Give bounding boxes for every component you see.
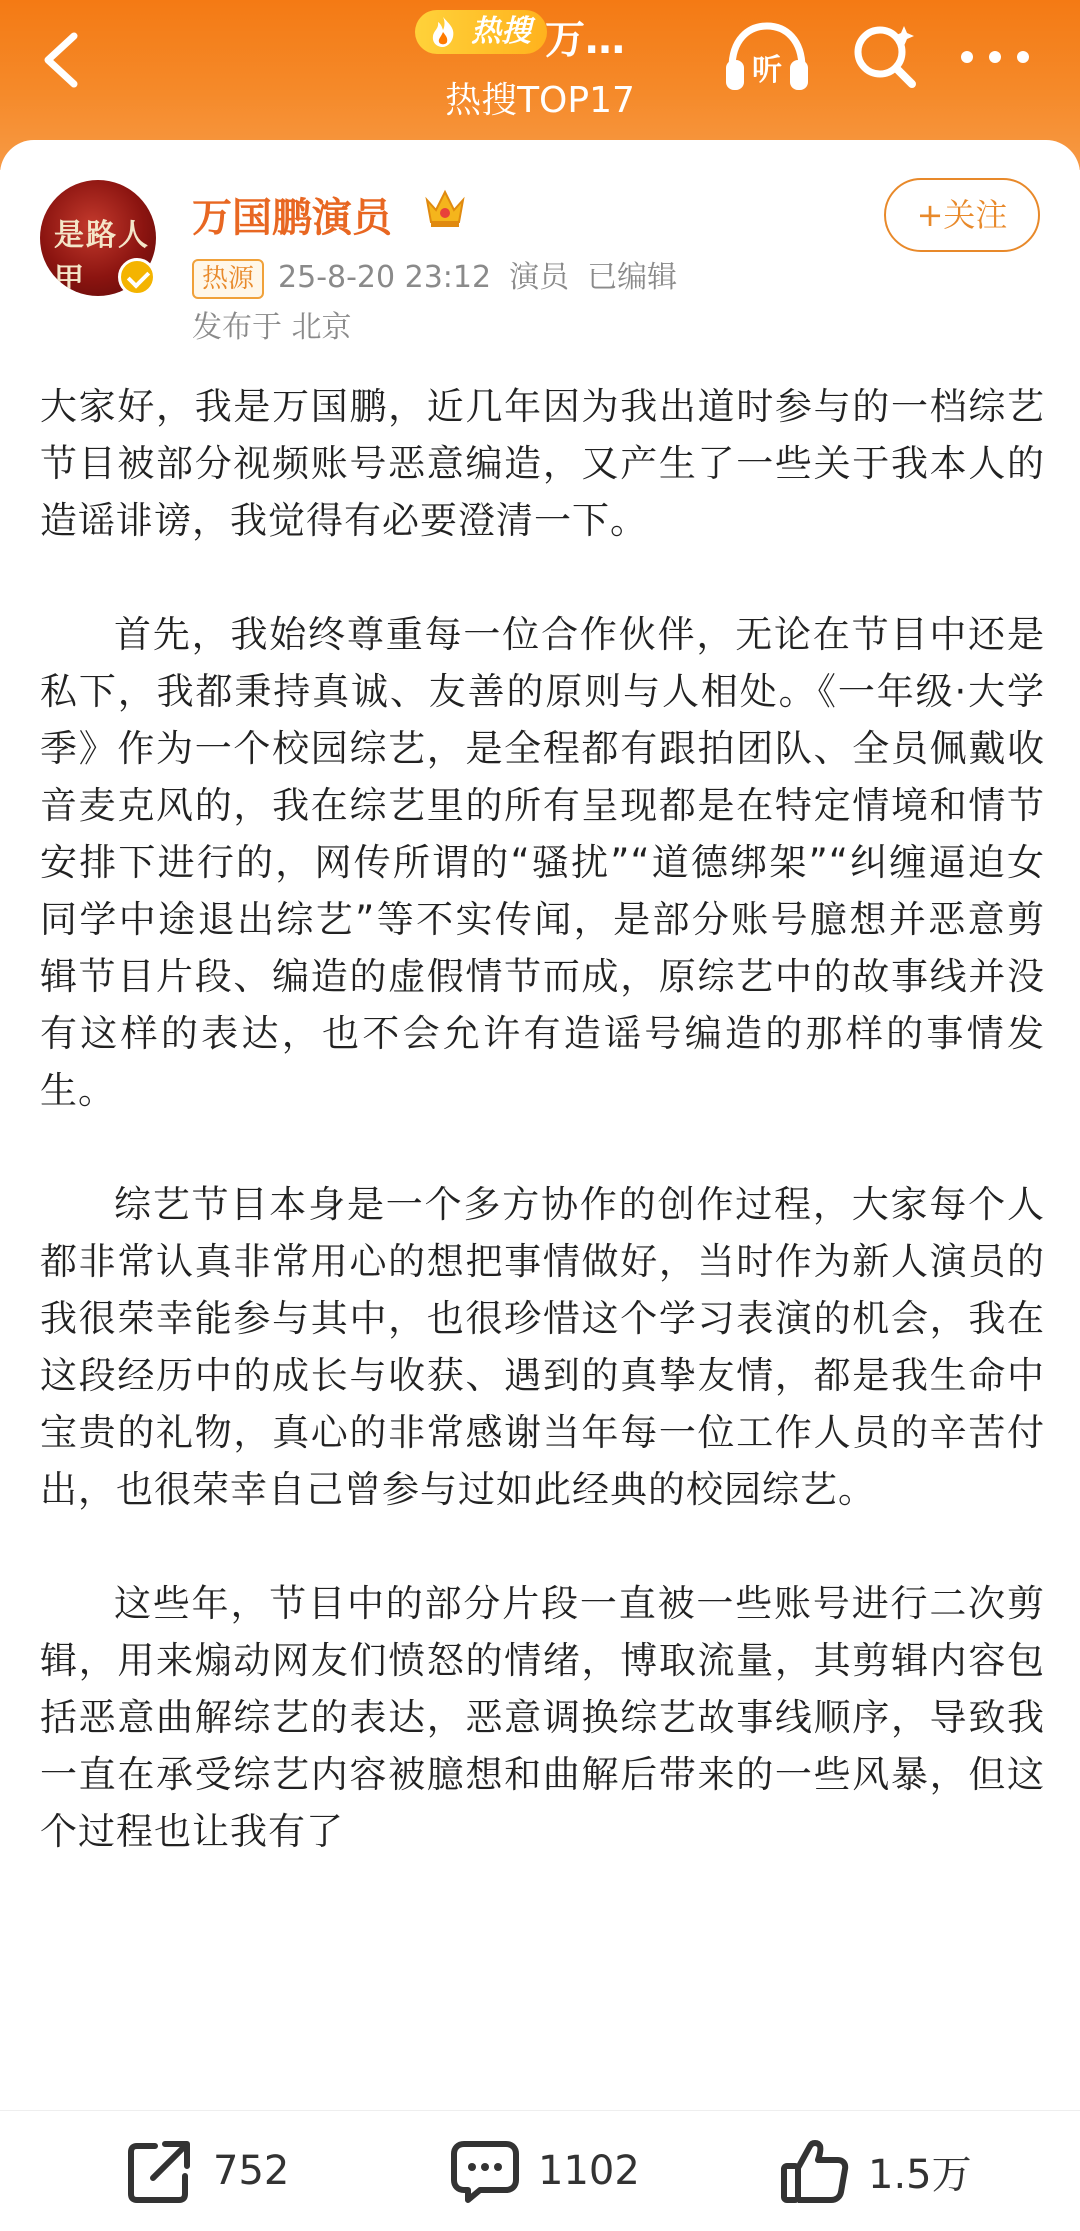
- crown-vip-icon: [422, 184, 468, 230]
- follow-button[interactable]: +关注: [884, 178, 1040, 252]
- share-button[interactable]: [125, 2111, 289, 2231]
- post-paragraph: 大家好，我是万国鹏，近几年因为我出道时参与的一档综艺节目被部分视频账号恶意编造，又产生了一些关于我本人的造谣诽谤，我觉得有必要澄清一下。: [40, 385, 1045, 542]
- verified-badge-icon: [118, 258, 156, 296]
- page-subtitle: 热搜TOP17: [445, 80, 635, 121]
- post-paragraph: 这些年，节目中的部分片段一直被一些账号进行二次剪辑，用来煽动网友们愤怒的情绪，博取流量，其剪辑内容包括恶意曲解综艺的表达，恶意调换综艺故事线顺序，导致我一直在承受综艺内容被臆想和曲解后带来的一些风暴，但这个过程也让我有了: [40, 1582, 1045, 1853]
- more-options-icon[interactable]: [960, 50, 1030, 64]
- post-timestamp: 25-8-20 23:12: [278, 260, 492, 295]
- comment-button[interactable]: [450, 2111, 640, 2231]
- post-role: 演员: [509, 260, 570, 295]
- post-card: [0, 140, 1080, 2110]
- hot-search-tag[interactable]: [415, 10, 547, 54]
- bottom-action-bar: [0, 2110, 1080, 2231]
- listen-label: 听: [752, 53, 782, 88]
- post-meta: [192, 252, 695, 299]
- share-count: 752: [213, 2148, 290, 2194]
- search-icon[interactable]: [850, 22, 920, 92]
- source-badge: 热源: [192, 259, 264, 299]
- like-count: 1.5万: [868, 2151, 972, 2198]
- avatar-text: 是路人甲: [54, 218, 150, 296]
- username[interactable]: 万国鹏演员: [192, 195, 392, 241]
- flame-icon: [425, 14, 461, 50]
- post-paragraph: 首先，我始终尊重每一位合作伙伴，无论在节目中还是私下，我都秉持真诚、友善的原则与人相处。《一年级·大学季》作为一个校园综艺，是全程都有跟拍团队、全员佩戴收音麦克风的，我在综艺里的所有呈现都是在特定情境和情节安排下进行的，网传所谓的“骚扰”“道德绑架”“纠缠逼迫女同学中途退出综艺”等不实传闻，是部分账号臆想并恶意剪辑节目片段、编造的虚假情节而成，原综艺中的故事线并没有这样的表达，也不会允许有造谣号编造的那样的事情发生。: [40, 613, 1045, 1112]
- thumbs-up-icon: [780, 2136, 850, 2206]
- post-location: 发布于 北京: [192, 310, 352, 345]
- post-paragraph: 综艺节目本身是一个多方协作的创作过程，大家每个人都非常认真非常用心的想把事情做好，当时作为新人演员的我很荣幸能参与其中，也很珍惜这个学习表演的机会，我在这段经历中的成长与收获、遇到的真挚友情，都是我生命中宝贵的礼物，真心的非常感谢当年每一位工作人员的辛苦付出，也很荣幸自己曾参与过如此经典的校园综艺。: [40, 1183, 1045, 1511]
- hot-search-label: 热搜: [471, 14, 531, 49]
- share-icon: [125, 2136, 195, 2206]
- headphones-listen-icon[interactable]: [722, 20, 812, 96]
- like-button[interactable]: [780, 2111, 972, 2231]
- content-fade: [0, 2050, 1080, 2110]
- comment-icon: [450, 2136, 520, 2206]
- comment-count: 1102: [538, 2148, 640, 2194]
- page-title: 万…: [545, 17, 625, 63]
- edited-label[interactable]: 已编辑: [587, 260, 678, 295]
- post-body: [40, 378, 1045, 1917]
